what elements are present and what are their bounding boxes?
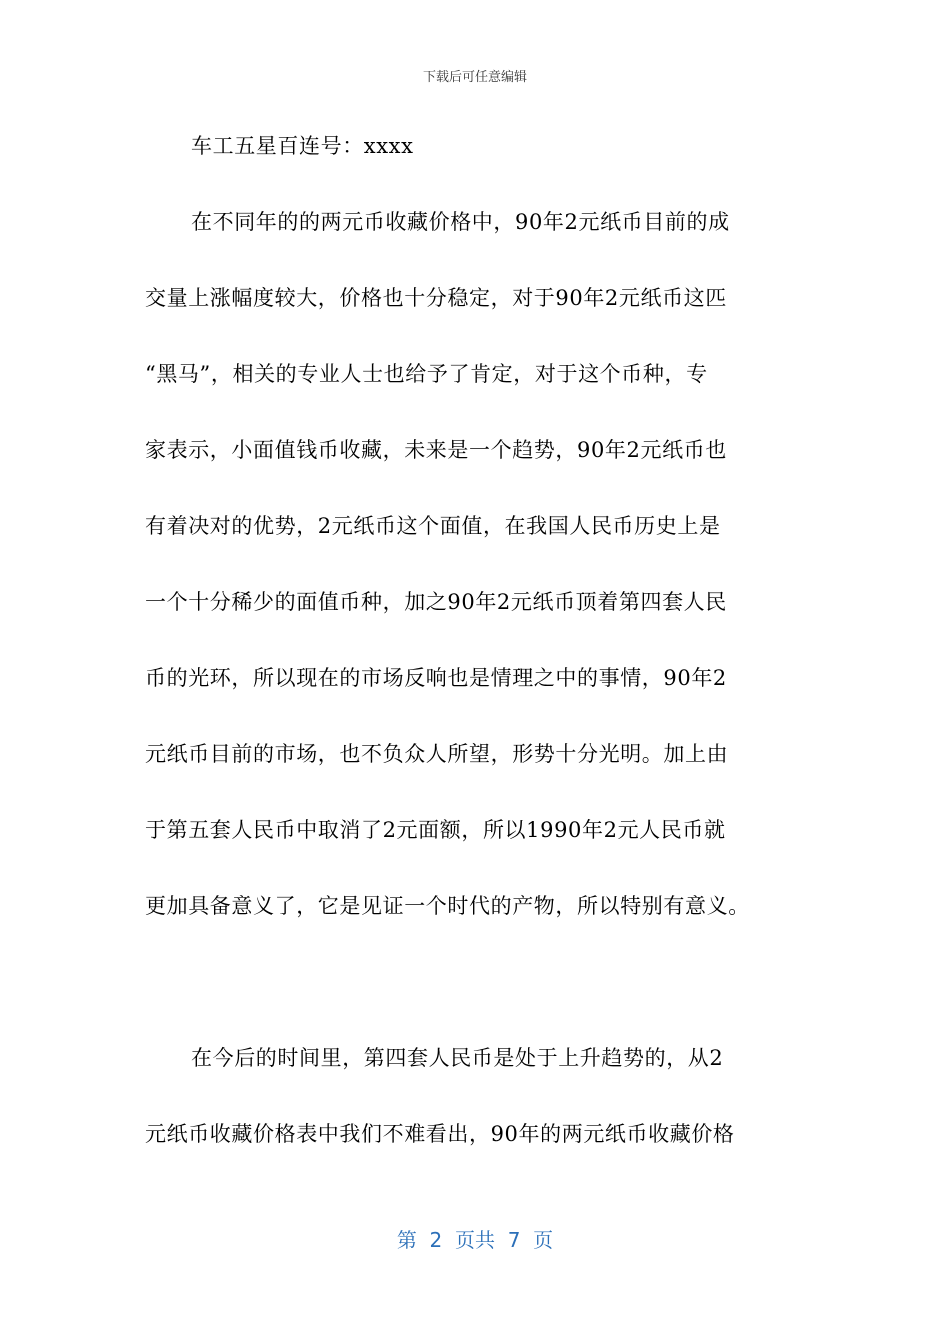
text-line: 有着决对的优势，2元纸币这个面值，在我国人民币历史上是: [145, 514, 721, 538]
page-footer: [0, 1224, 950, 1253]
text-line: 在今后的时间里，第四套人民币是处于上升趋势的，从2: [191, 1046, 724, 1070]
text-line: 更加具备意义了，它是见证一个时代的产物，所以特别有意义。: [145, 894, 750, 918]
text-line: 于第五套人民币中取消了2元面额，所以1990年2元人民币就: [145, 818, 726, 842]
text-line: 币的光环，所以现在的市场反响也是情理之中的事情，90年2: [145, 666, 727, 690]
text-line: 在不同年的的两元币收藏价格中，90年2元纸币目前的成: [191, 210, 730, 234]
text-line: 元纸币收藏价格表中我们不难看出，90年的两元纸币收藏价格: [145, 1122, 735, 1146]
text-line: 车工五星百连号：xxxx: [191, 134, 414, 158]
page-number: 第 2 页共 7 页: [396, 1228, 554, 1252]
text-line: 交量上涨幅度较大，价格也十分稳定，对于90年2元纸币这匹: [145, 286, 727, 310]
page-header: 下载后可任意编辑: [422, 70, 527, 85]
document-body: [145, 127, 805, 1191]
text-line: 元纸币目前的市场，也不负众人所望，形势十分光明。加上由: [145, 742, 729, 766]
text-line: “黑马”，相关的专业人士也给予了肯定，对于这个币种，专: [145, 362, 708, 386]
text-line: 家表示，小面值钱币收藏，未来是一个趋势，90年2元纸币也: [145, 438, 727, 462]
paragraph-gap: [145, 963, 805, 1039]
text-line: 一个十分稀少的面值币种，加之90年2元纸币顶着第四套人民: [145, 590, 727, 614]
